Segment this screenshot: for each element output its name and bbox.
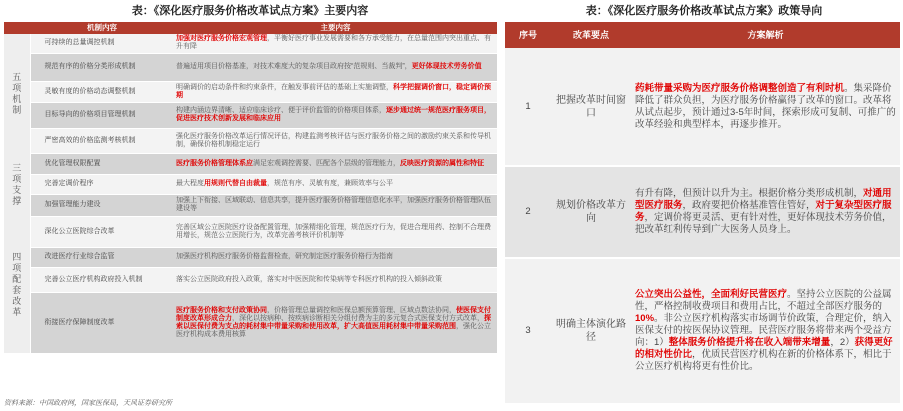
body-text: 最大程度 [176, 180, 204, 187]
header-analysis: 方案解析 [631, 22, 900, 48]
mechanism-row [4, 34, 497, 53]
mechanism-content [174, 194, 497, 216]
body-text: 。坚持公立医院的公益属性，严格控制收费项目和费用占比，不超过全部医疗服务的 [635, 289, 892, 312]
mechanism-row [4, 247, 497, 267]
mechanism-name: 改进医疗行业综合监管 [30, 247, 174, 267]
body-text: 满足宏观调控需要、匹配各个层级的管理能力， [253, 159, 400, 167]
body-text: 构建内涵边界清晰、适应临床诊疗、便于评价监管的价格项目体系， [176, 107, 386, 114]
body-text: ，规范有序、灵敏有度，兼顾效率与公平 [267, 180, 393, 187]
mechanism-content [174, 81, 497, 102]
body-text: 加强上下衔接、区域联动、信息共享，提升医疗服务价格管理信息化水平，加强医疗服务价格管理队伍建设等 [176, 197, 491, 212]
category-label: 四项配套改革 [12, 251, 22, 317]
body-text: ，2） [830, 337, 855, 348]
category-cell [4, 153, 30, 216]
policy-analysis [631, 258, 900, 404]
mechanism-name: 规范有序的价格分类形成机制 [30, 53, 174, 81]
category-cell [4, 216, 30, 353]
mechanism-content [174, 292, 497, 353]
highlight-text: 科学把握调价窗口，稳定调价预期 [176, 83, 491, 99]
left-table-header [4, 22, 497, 34]
body-text: 完善区域公立医院医疗设备配置管理，加强精细化管理，规范医疗行为，促进合理用药、控制不合理费用增长，规范公立医院行为，改革完善考核评价机制等 [176, 223, 491, 239]
mechanism-row [4, 128, 497, 153]
body-text: 普遍适用项目价格基准，对技术难度大的复杂项目政府按“范规则、当裁判”， [176, 63, 412, 70]
highlight-text: 加强对医疗服务价格宏观管理 [176, 35, 267, 43]
mechanism-row [4, 81, 497, 102]
body-text: 强化医疗服务价格改革运行情况评估，构建监测考核评估与医疗服务价格之间的激励约束关系和传导机制，确保价格机制稳定运行 [176, 132, 491, 148]
mechanism-name: 优化管理权限配置 [30, 153, 174, 174]
mechanism-name: 目标导向的价格项目管理机制 [30, 102, 174, 128]
body-text: ，强化公立医疗机构成本费用核算 [176, 322, 491, 338]
body-text: ，优质民营医疗机构在新的价格体系下，相比于公立医疗机构将更有性价比。 [635, 349, 892, 372]
mechanism-row [4, 153, 497, 174]
body-text: ，平衡好医疗事业发展需要和各方承受能力，在总量范围内突出重点、有升有降 [176, 35, 491, 51]
category-cell [4, 34, 30, 153]
body-text: ，价格管理总量调控和医保总额预算管理、区域点数法协同， [267, 306, 456, 314]
mechanism-row [4, 267, 497, 292]
mechanism-row [4, 53, 497, 81]
category-label: 三项支撑 [12, 162, 22, 206]
mechanism-name: 深化公立医院综合改革 [30, 216, 174, 247]
mechanism-content [174, 216, 497, 247]
mechanism-name: 完善公立医疗机构政府投入机制 [30, 267, 174, 292]
mechanism-name: 加强管理能力建设 [30, 194, 174, 216]
policy-direction-table [505, 22, 900, 405]
right-table-header [505, 22, 900, 48]
mechanism-name: 完善定调价程序 [30, 174, 174, 194]
mechanism-name: 灵敏有度的价格动态调整机制 [30, 81, 174, 102]
header-no: 序号 [505, 22, 551, 48]
header-mechanism: 机制内容 [30, 22, 174, 34]
policy-row [505, 166, 900, 258]
mechanism-row [4, 174, 497, 194]
reform-point: 把握改革时间窗口 [551, 48, 631, 166]
highlight-text: 使医保支付制度改革形成合力 [176, 306, 491, 322]
category-label: 五项机制 [12, 71, 22, 115]
highlight-text: 逐步通过统一规范医疗服务项目，促进医疗技术创新发展和临床应用 [176, 107, 491, 122]
mechanism-name: 严密高效的价格监测考核机制 [30, 128, 174, 153]
highlight-text: 更好体现技术劳务价值 [411, 63, 482, 70]
right-table-title: 表：《深化医疗服务价格改革试点方案》政策导向 [585, 5, 823, 17]
mechanism-name: 衔接医疗保障制度改革 [30, 292, 174, 353]
reform-point: 明确主体演化路径 [551, 258, 631, 404]
body-text: 落实公立医院政府投入政策，落实对中医医院和传染病等专科医疗机构的投入倾斜政策 [176, 275, 442, 283]
highlight-text: 对通用型医疗服务 [635, 188, 892, 211]
policy-row [505, 48, 900, 166]
mechanism-content [174, 34, 497, 53]
highlight-text: 对于复杂型医疗服务 [635, 200, 892, 223]
highlight-text: 医疗服务价格和支付政策协同 [176, 306, 267, 314]
row-number: 1 [505, 48, 551, 166]
left-table-title: 表：《深化医疗服务价格改革试点方案》主要内容 [131, 5, 369, 17]
mechanism-name: 可持续的总量调控机制 [30, 34, 174, 53]
mechanism-content [174, 53, 497, 81]
mechanism-content [174, 128, 497, 153]
highlight-text: 反映医疗资源的属性和特征 [400, 159, 484, 167]
reform-point: 规划价格改革方向 [551, 166, 631, 258]
highlight-text: 整体服务价格提升将在收入端带来增量 [668, 337, 831, 348]
highlight-text: 获得更好的相对性价比 [635, 337, 893, 360]
policy-analysis [631, 166, 900, 258]
header-category [4, 22, 30, 34]
row-number: 3 [505, 258, 551, 404]
highlight-text: 医疗服务价格管理体系应 [176, 159, 253, 167]
highlight-text: 公立突出公益性，全面利好民营医疗 [635, 289, 788, 300]
body-text: ，深化以按病种、按疾病诊断相关分组付费为主的多元复合式医保支付方式改革， [232, 314, 484, 322]
body-text: 明确调价的启动条件和约束条件，在触发事前评估的基础上实施调整， [176, 83, 393, 91]
policy-direction-panel [505, 0, 903, 405]
mechanism-content [174, 174, 497, 194]
right-table-body [505, 48, 900, 404]
body-text: ，政府要把价格基准管住管好， [682, 200, 816, 211]
highlight-text: 10% [635, 313, 655, 324]
mechanism-content [174, 267, 497, 292]
header-point: 改革要点 [551, 22, 631, 48]
main-content-table [4, 22, 497, 354]
body-text: 加强医疗机构医疗服务价格监督检查，研究制定医疗服务价格行为指南 [176, 253, 393, 260]
mechanism-content [174, 247, 497, 267]
policy-analysis [631, 48, 900, 166]
mechanism-row [4, 194, 497, 216]
mechanism-row [4, 292, 497, 353]
mechanism-row [4, 216, 497, 247]
highlight-text: 用规则代替自由裁量 [204, 180, 267, 187]
body-text: ，定调价将更灵活、更有针对性，更好体现技术劳务价值，把改革红利传导到广大医务人员身上。 [635, 212, 892, 235]
body-text: 有升有降，但预计以升为主。根据价格分类形成机制， [635, 188, 864, 199]
body-text: 。集采降价降低了群众负担，为医疗服务价格赢得了改革的窗口。改革将从试点起步，预计通过3-5年时间，探索形成可复制、可推广的改革经验和典型样本，再逐步推开。 [635, 82, 896, 130]
highlight-text: 探索以医保付费为支点的耗材集中带量采购和使用改革，扩大高值医用耗材集中带量采购范围 [176, 314, 491, 330]
header-content: 主要内容 [174, 22, 497, 34]
mechanism-content [174, 153, 497, 174]
mechanism-content [174, 102, 497, 128]
row-number: 2 [505, 166, 551, 258]
mechanism-row [4, 102, 497, 128]
source-note: 资料来源：中国政府网，国家医保局，天风证券研究所 [4, 400, 172, 407]
highlight-text: 药耗带量采购为医疗服务价格调整创造了有利时机 [635, 82, 845, 94]
policy-row [505, 258, 900, 404]
body-text: 。非公立医疗机构落实市场调节价政策，合理定价，纳入医保支付的按医保协议管理。民营医疗服务将带来两个受益方向：1） [635, 313, 892, 348]
left-table-body [4, 34, 497, 353]
